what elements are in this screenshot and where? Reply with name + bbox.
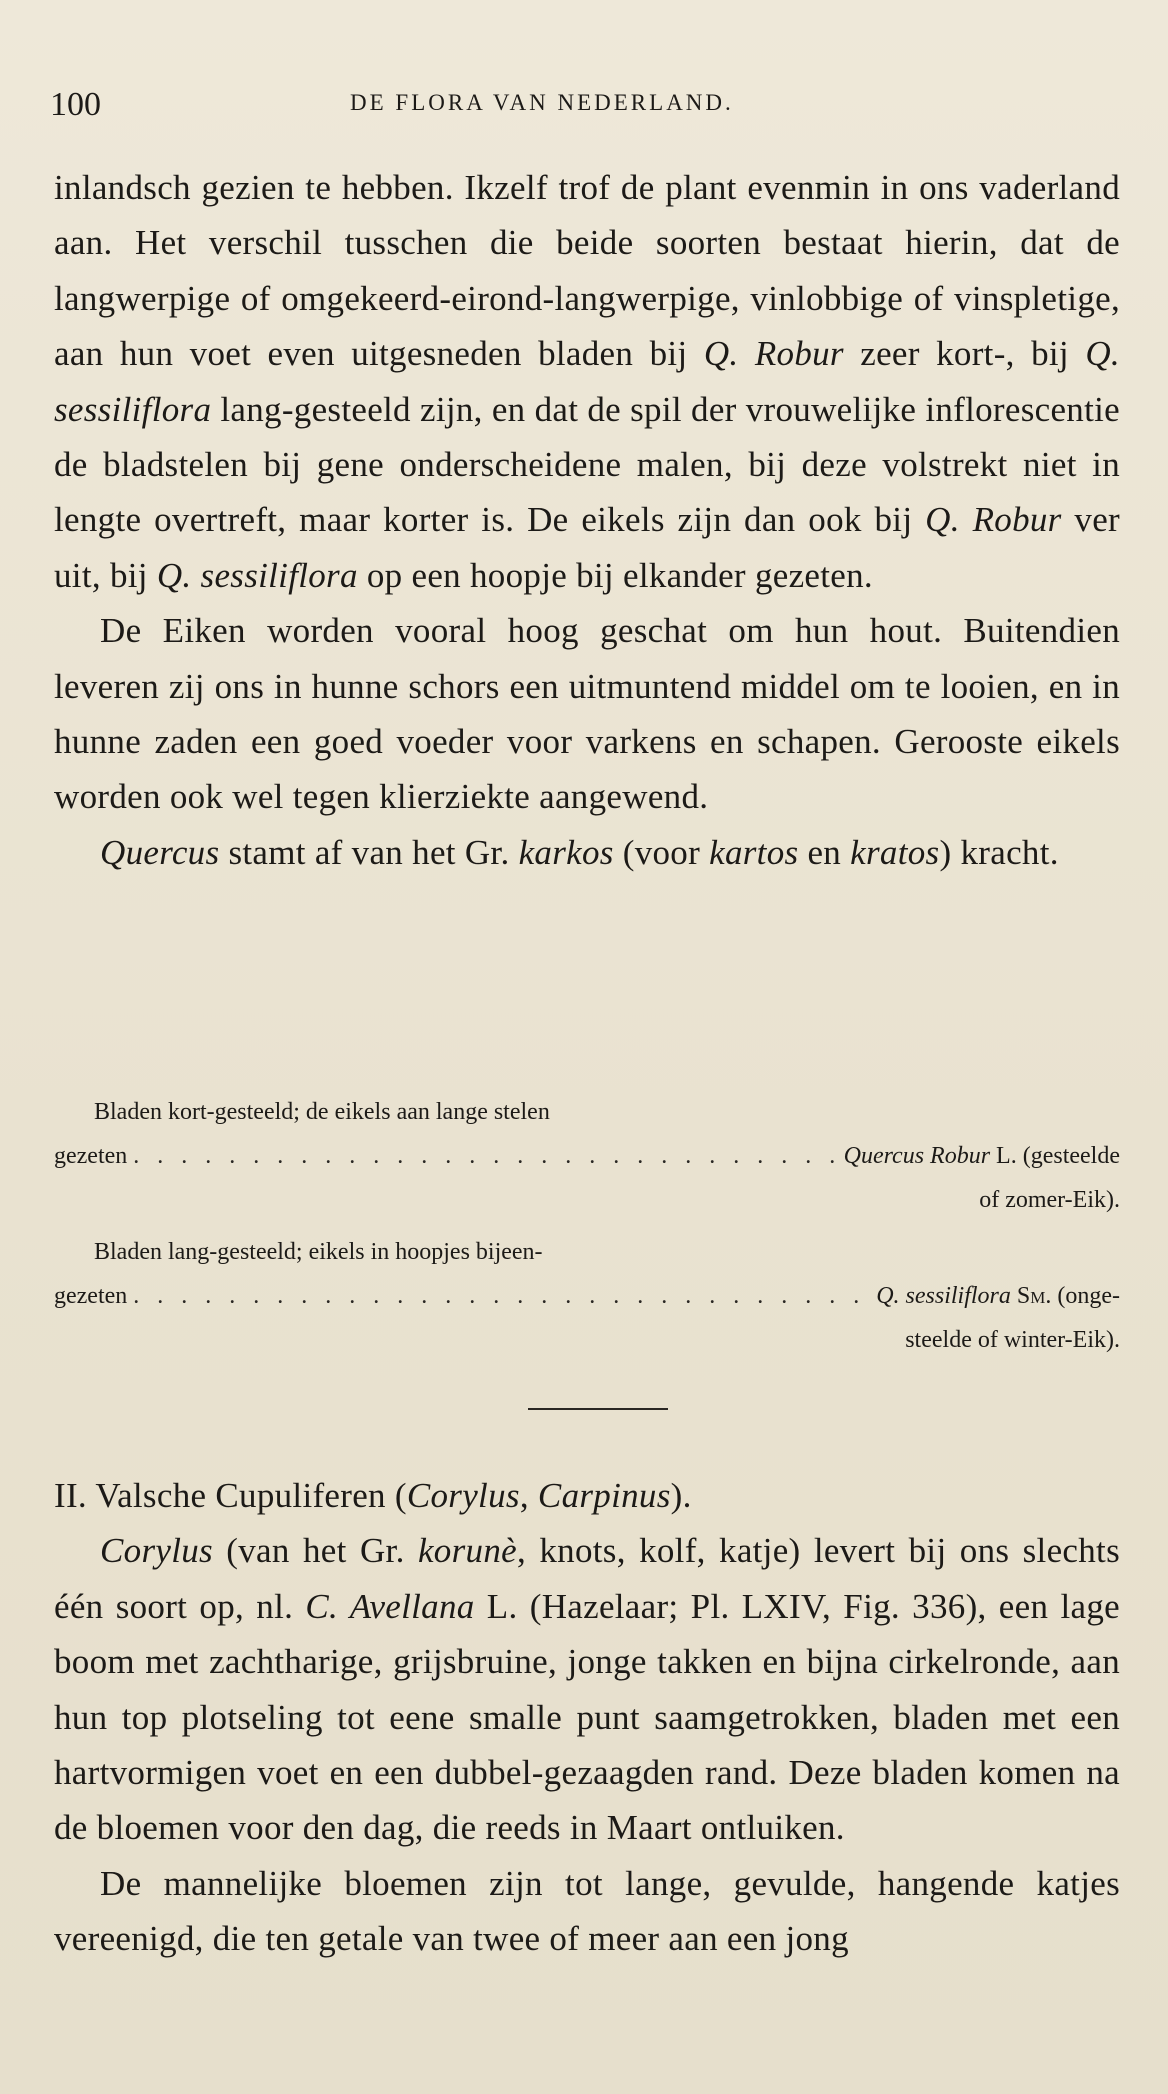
body-text	[54, 160, 1120, 880]
page-number: 100	[50, 86, 101, 123]
dot-leader	[133, 1274, 870, 1318]
section-divider	[528, 1408, 668, 1410]
taxon-name: Q. sessiliflora Sm. (onge-	[876, 1283, 1120, 1309]
section-two	[54, 1468, 1120, 1967]
paragraph-corylus: Corylus (van het Gr. korunè, knots, kolf, katje) levert bij ons slechts één soort op, nl. C. Avellana L. (Hazelaar; Pl. LXIV, Fig. 336), een lage boom met zachtharige, grijsbruine, jonge takken en bijna cirkelronde, aan hun top plotseling tot eene smalle punt saamgetrokken, bladen met een hartvormigen voet en een dubbel-gezaagden rand. Deze bladen komen na de bloemen voor den dag, die reeds in Maart ontluiken.	[54, 1531, 1120, 1848]
section-heading: II. Valsche Cupuliferen (Corylus, Carpinus).	[54, 1476, 692, 1515]
identification-key	[54, 1090, 1120, 1370]
paragraph-oak-uses: De Eiken worden vooral hoog geschat om hun hout. Buitendien leveren zij ons in hunne schors een uitmuntend middel om te looien, en in hunne zaden een goed voeder voor varkens en schapen. Gerooste eikels worden ook wel tegen klierziekte aangewend.	[54, 611, 1120, 817]
running-head: DE FLORA VAN NEDERLAND.	[350, 90, 734, 115]
key-entry: Bladen lang-gesteeld; eikels in hoopjes bijeen- gezeten . . . Q. sessiliflora Sm. (onge- steelde of winter-Eik).	[54, 1230, 1120, 1362]
paragraph-etymology: Quercus stamt af van het Gr. karkos (voor kartos en kratos) kracht.	[100, 832, 1059, 872]
dot-leader	[133, 1134, 837, 1178]
key-entry: Bladen kort-gesteeld; de eikels aan lange stelen gezeten . . . Quercus Robur L. (gesteelde of zomer-Eik).	[54, 1090, 1120, 1222]
paragraph-species-difference: inlandsch gezien te hebben. Ikzelf trof de plant evenmin in ons vaderland aan. Het verschil tusschen die beide soorten bestaat hierin, dat de langwerpige of omgekeerd-eirond-langwerpige, vinlobbige of vinspletige, aan hun voet even uitgesneden bladen bij Q. Robur zeer kort-, bij Q. sessiliflora lang-gesteeld zijn, en dat de spil der vrouwelijke inflorescentie de bladstelen bij gene onderscheidene malen, bij deze volstrekt niet in lengte overtreft, maar korter is. De eikels zijn dan ook bij Q. Robur ver uit, bij Q. sessiliflora op een hoopje bij elkander gezeten.	[54, 168, 1121, 595]
paragraph-male-flowers: De mannelijke bloemen zijn tot lange, gevulde, hangende katjes vereenigd, die ten getale van twee of meer aan een jong	[54, 1863, 1120, 1959]
taxon-name: Quercus Robur L. (gesteelde	[843, 1143, 1120, 1169]
page-header	[50, 86, 1120, 126]
